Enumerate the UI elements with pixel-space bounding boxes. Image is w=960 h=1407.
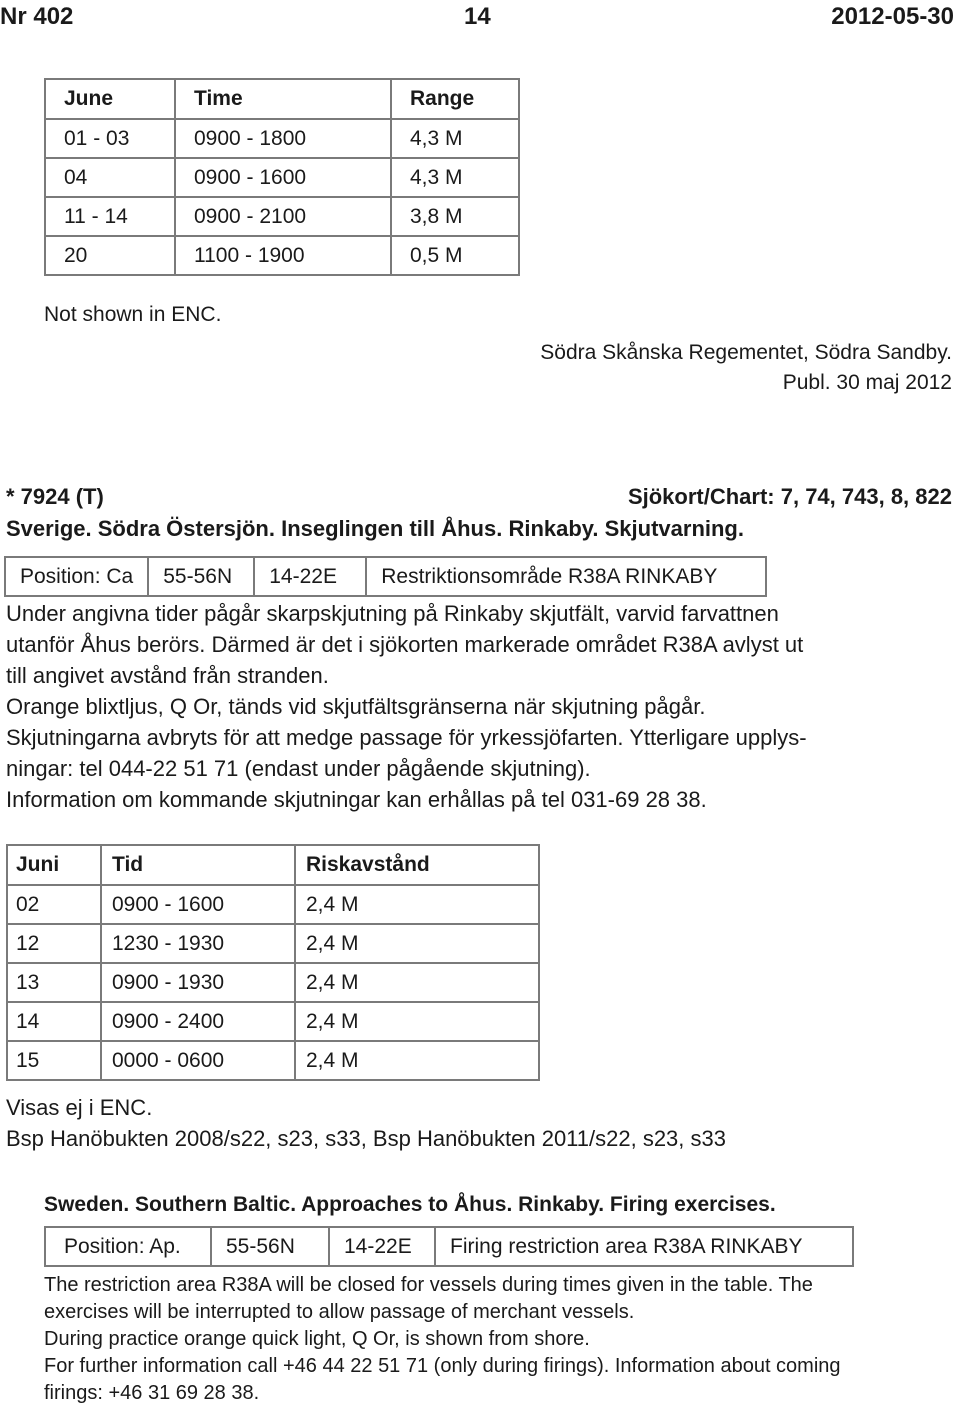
table-cell: 0900 - 1600 bbox=[101, 885, 295, 924]
table-row bbox=[7, 924, 539, 963]
body-line: Information om kommande skjutningar kan erhållas på tel 031-69 28 38. bbox=[6, 787, 707, 812]
table-row bbox=[7, 1002, 539, 1041]
table-cell: 14 bbox=[7, 1002, 101, 1041]
range-table-june bbox=[44, 78, 520, 276]
table-header-cell: Juni bbox=[7, 845, 101, 885]
body-line: Under angivna tider pågår skarpskjutning på Rinkaby skjutfält, varvid farvattnen bbox=[6, 601, 779, 626]
table-header-cell: Range bbox=[391, 79, 519, 119]
table-cell: 11 - 14 bbox=[45, 197, 175, 236]
issue-date: 2012-05-30 bbox=[831, 3, 954, 30]
restriction-area: Restriktionsområde R38A RINKABY bbox=[366, 557, 766, 596]
table-cell: 3,8 M bbox=[391, 197, 519, 236]
body-line: For further information call +46 44 22 51 71 (only during firings). Information about coming bbox=[44, 1355, 841, 1377]
issue-number: Nr 402 bbox=[0, 3, 74, 30]
table-row bbox=[7, 963, 539, 1002]
table-cell: 20 bbox=[45, 236, 175, 275]
table-cell: 13 bbox=[7, 963, 101, 1002]
table-row bbox=[7, 885, 539, 924]
position-box-en bbox=[44, 1226, 854, 1267]
table-header-cell: Time bbox=[175, 79, 391, 119]
table-cell: 1100 - 1900 bbox=[175, 236, 391, 275]
table-cell: 0900 - 2400 bbox=[101, 1002, 295, 1041]
table-cell: 0000 - 0600 bbox=[101, 1041, 295, 1080]
table-cell: 2,4 M bbox=[295, 963, 539, 1002]
position-box-sv bbox=[4, 556, 767, 597]
restriction-area: Firing restriction area R38A RINKABY bbox=[435, 1227, 853, 1266]
page-number: 14 bbox=[464, 3, 491, 30]
table-cell: 0,5 M bbox=[391, 236, 519, 275]
bsp-references: Bsp Hanöbukten 2008/s22, s23, s33, Bsp Hanöbukten 2011/s22, s23, s33 bbox=[6, 1126, 726, 1151]
table-cell: 04 bbox=[45, 158, 175, 197]
table-row bbox=[45, 119, 519, 158]
publication-date: Publ. 30 maj 2012 bbox=[782, 371, 952, 394]
table-cell: 0900 - 2100 bbox=[175, 197, 391, 236]
body-line: During practice orange quick light, Q Or, is shown from shore. bbox=[44, 1328, 590, 1350]
notice-body-sv bbox=[6, 598, 807, 815]
table-cell: 2,4 M bbox=[295, 924, 539, 963]
table-row bbox=[7, 1041, 539, 1080]
body-line: firings: +46 31 69 28 38. bbox=[44, 1382, 260, 1404]
notice-title-sv: Sverige. Södra Östersjön. Inseglingen till Åhus. Rinkaby. Skjutvarning. bbox=[6, 516, 744, 541]
table-cell: 2,4 M bbox=[295, 885, 539, 924]
position-longitude: 14-22E bbox=[329, 1227, 435, 1266]
table-cell: 4,3 M bbox=[391, 119, 519, 158]
position-label: Position: Ap. bbox=[45, 1227, 211, 1266]
table-cell: 2,4 M bbox=[295, 1002, 539, 1041]
table-row bbox=[45, 197, 519, 236]
table-row bbox=[45, 158, 519, 197]
table-cell: 01 - 03 bbox=[45, 119, 175, 158]
table-header-cell: Tid bbox=[101, 845, 295, 885]
table-cell: 2,4 M bbox=[295, 1041, 539, 1080]
table-header-cell: June bbox=[45, 79, 175, 119]
notice-id: * 7924 (T) bbox=[6, 484, 104, 509]
notice-title-en: Sweden. Southern Baltic. Approaches to Åhus. Rinkaby. Firing exercises. bbox=[44, 1193, 776, 1216]
table-header-row bbox=[45, 79, 519, 119]
chart-references: Sjökort/Chart: 7, 74, 743, 8, 822 bbox=[627, 484, 952, 509]
notice-body-en bbox=[44, 1272, 841, 1407]
table-cell: 4,3 M bbox=[391, 158, 519, 197]
table-cell: 0900 - 1600 bbox=[175, 158, 391, 197]
table-header-cell: Riskavstånd bbox=[295, 845, 539, 885]
risk-distance-table bbox=[6, 844, 540, 1081]
position-latitude: 55-56N bbox=[148, 557, 254, 596]
table-row bbox=[45, 236, 519, 275]
body-line: exercises will be interrupted to allow passage of merchant vessels. bbox=[44, 1301, 635, 1323]
enc-note-en: Not shown in ENC. bbox=[44, 303, 222, 326]
body-line: Skjutningarna avbryts för att medge passage för yrkessjöfarten. Ytterligare upplys- bbox=[6, 725, 807, 750]
table-cell: 15 bbox=[7, 1041, 101, 1080]
table-cell: 0900 - 1800 bbox=[175, 119, 391, 158]
body-line: Orange blixtljus, Q Or, tänds vid skjutfältsgränserna när skjutning pågår. bbox=[6, 694, 706, 719]
position-latitude: 55-56N bbox=[211, 1227, 329, 1266]
body-line: ningar: tel 044-22 51 71 (endast under pågående skjutning). bbox=[6, 756, 591, 781]
source-authority: Södra Skånska Regementet, Södra Sandby. bbox=[540, 341, 952, 364]
table-cell: 02 bbox=[7, 885, 101, 924]
body-line: utanför Åhus berörs. Därmed är det i sjökorten markerade området R38A avlyst ut bbox=[6, 632, 804, 657]
enc-note-sv: Visas ej i ENC. bbox=[6, 1095, 153, 1120]
body-line: till angivet avstånd från stranden. bbox=[6, 663, 329, 688]
body-line: The restriction area R38A will be closed for vessels during times given in the table. The bbox=[44, 1274, 813, 1296]
table-cell: 0900 - 1930 bbox=[101, 963, 295, 1002]
table-header-row bbox=[7, 845, 539, 885]
table-cell: 12 bbox=[7, 924, 101, 963]
position-label: Position: Ca bbox=[5, 557, 148, 596]
position-longitude: 14-22E bbox=[254, 557, 366, 596]
table-cell: 1230 - 1930 bbox=[101, 924, 295, 963]
